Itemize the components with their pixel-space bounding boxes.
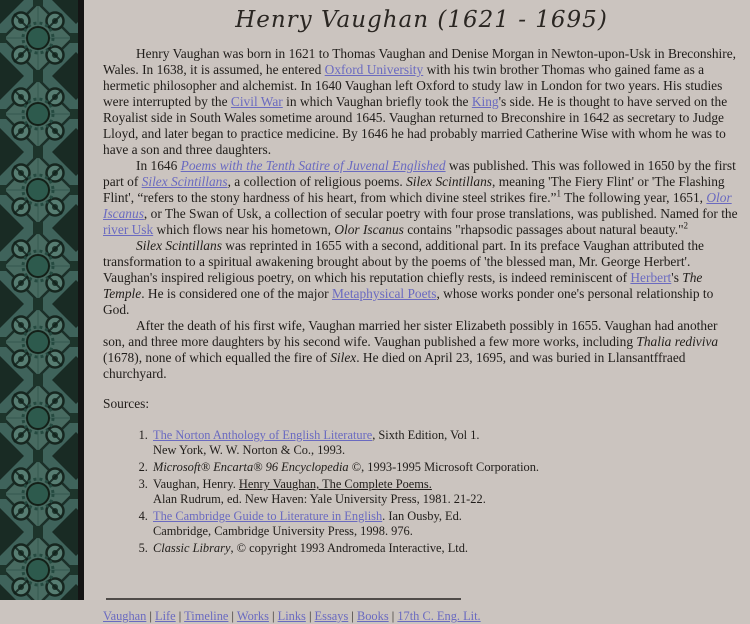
inline-link[interactable]: Oxford University	[324, 62, 424, 77]
footer-link-essays[interactable]: Essays	[314, 609, 349, 623]
footer-link-vaughan[interactable]: Vaughan	[103, 609, 147, 623]
source-item: 3. Vaughan, Henry. Henry Vaughan, The Complete Poems. Alan Rudrum, ed. New Haven: Yale University Press, 1981. 21-22.	[151, 477, 740, 507]
source-item: 4. The Cambridge Guide to Literature in English. Ian Ousby, Ed. Cambridge, Cambridge University Press, 1998. 976.	[151, 509, 740, 539]
border-pattern-graphic	[0, 0, 78, 600]
footer-link-books[interactable]: Books	[356, 609, 389, 623]
sources-heading: Sources:	[103, 396, 150, 411]
inline-link[interactable]: Civil War	[230, 94, 283, 109]
source-item: 2. Microsoft® Encarta® 96 Encyclopedia ©, 1993-1995 Microsoft Corporation.	[151, 460, 740, 475]
inline-link[interactable]: river Usk	[103, 222, 154, 237]
paragraph: Henry Vaughan was born in 1621 to Thomas Vaughan and Denise Morgan in Newton-upon-Usk in Breconshire, Wales. In 1638, it is assumed, he entered Oxford University with his twin brother Thomas who gained fame as a hermetic philosopher and alchemist. In 1640 Vaughan left Oxford to study law in London for two years. His studies were interrupted by the Civil War in which Vaughan briefly took the King's side. He is thought to have served on the Royalist side in South Wales sometime around 1645. Vaughan returned to Breconshire in 1642 as secretary to Judge Lloyd, and later began to practice medicine. By 1646 he had probably married Catherine Wise with whom he was to have a son and three daughters.	[103, 46, 736, 157]
inline-link[interactable]: King	[471, 94, 499, 109]
inline-link[interactable]: The Norton Anthology of English Literature	[153, 428, 373, 442]
page-title: Henry Vaughan (1621 - 1695)	[235, 7, 608, 33]
inline-link[interactable]: The Cambridge Guide to Literature in English	[153, 509, 383, 523]
footer-nav: Vaughan | Life | Timeline | Works | Links | Essays | Books | 17th C. Eng. Lit.	[103, 609, 481, 623]
footer-link-timeline[interactable]: Timeline	[184, 609, 229, 623]
inline-link[interactable]: Herbert	[630, 270, 672, 285]
footer-link-life[interactable]: Life	[155, 609, 176, 623]
paragraph: After the death of his first wife, Vaughan married her sister Elizabeth possibly in 1655. Vaughan had another son, and three more daughters by his second wife. Vaughan published a few more works, including Thalia rediviva (1678), none of which equalled the fire of Silex. He died on April 23, 1695, and was buried in Llansantffraed churchyard.	[103, 318, 719, 381]
main-content	[84, 0, 750, 623]
inline-link[interactable]: Poems with the Tenth Satire of Juvenal Englished	[180, 158, 446, 173]
footer-link-works[interactable]: Works	[236, 609, 269, 623]
article-body	[103, 46, 740, 382]
decorative-border	[0, 0, 84, 600]
inline-link[interactable]: Silex Scintillans	[141, 174, 228, 189]
footer	[103, 598, 740, 624]
inline-link[interactable]: Metaphysical Poets	[331, 286, 437, 301]
sources-list	[103, 428, 740, 556]
paragraph: In 1646 Poems with the Tenth Satire of Juvenal Englished was published. This was followed in 1650 by the first part of Silex Scintillans, a collection of religious poems. Silex Scintillans, meaning 'The Fiery Flint' or 'The Flashing Flint', “refers to the stony hardness of his heart, from which divine steel strikes fire.”$^1$ The following year, 1651, Olor Iscanus, or The Swan of Usk, a collection of secular poetry with four prose translations, was published. Named for the river Usk which flows near his hometown, Olor Iscanus contains "rhapsodic passages about natural beauty."$^2$	[103, 158, 738, 237]
source-item: 5. Classic Library, © copyright 1993 Andromeda Interactive, Ltd.	[151, 541, 740, 556]
paragraph: Silex Scintillans was reprinted in 1655 with a second, additional part. In its preface Vaughan attributed the transformation to a spiritual awakening brought about by the poems of 'the blessed man, Mr. George Herbert'. Vaughan's inspired religious poetry, on which his reputation chiefly rests, is indeed reminiscent of Herbert's The Temple. He is considered one of the major Metaphysical Poets, whose works ponder one's personal relationship to God.	[103, 238, 714, 317]
footer-link-links[interactable]: Links	[277, 609, 306, 623]
underlined-text: Henry Vaughan, The Complete Poems.	[238, 477, 432, 491]
footer-link-17th-c-eng-lit[interactable]: 17th C. Eng. Lit.	[397, 609, 481, 623]
source-item: 1. The Norton Anthology of English Literature, Sixth Edition, Vol 1. New York, W. W. Norton & Co., 1993.	[151, 428, 740, 458]
inline-link[interactable]: Olor Iscanus	[103, 190, 732, 221]
